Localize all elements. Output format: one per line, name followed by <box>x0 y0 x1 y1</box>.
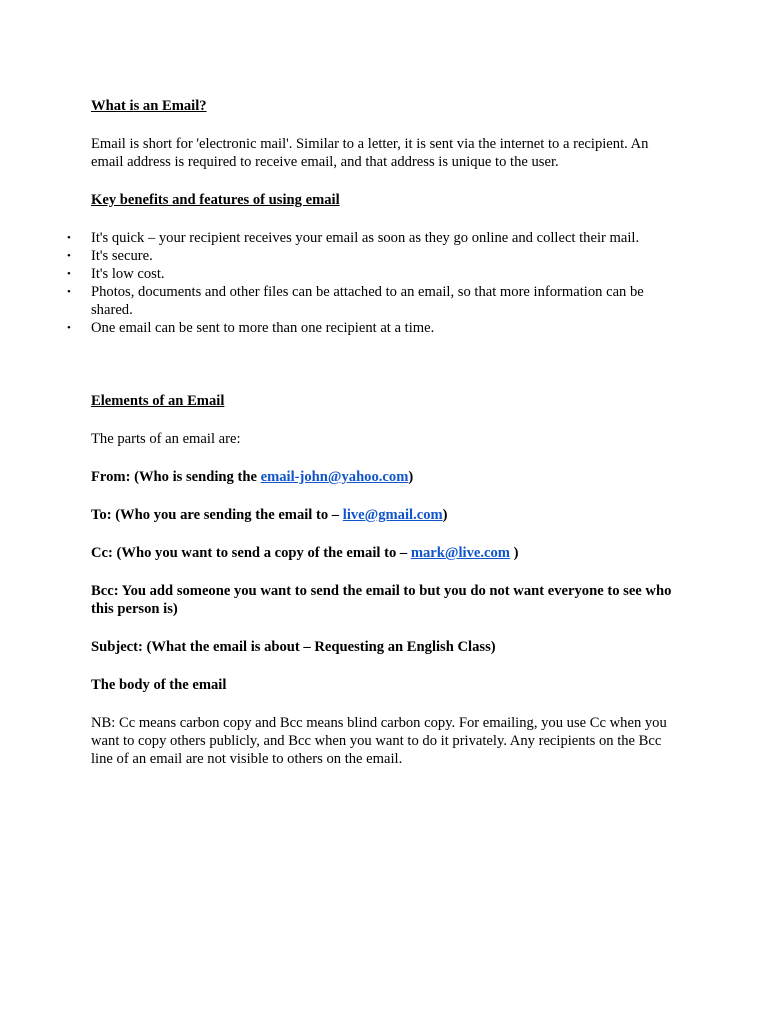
bullet-icon: • <box>67 268 71 280</box>
list-item <box>67 229 676 247</box>
field-from-label: From: (Who is sending the <box>91 469 261 485</box>
bullet-icon: • <box>67 286 71 298</box>
benefits-list <box>67 229 676 337</box>
list-item-text: It's low cost. <box>91 266 165 282</box>
email-link-to[interactable]: live@gmail.com <box>342 507 443 523</box>
list-item <box>67 265 676 283</box>
list-item <box>67 247 676 265</box>
field-from-suffix: ) <box>408 469 414 485</box>
heading-key-benefits: Key benefits and features of using email <box>91 192 340 208</box>
field-subject: Subject: (What the email is about – Requesting an English Class) <box>91 639 496 655</box>
list-item-text: Photos, documents and other files can be attached to an email, so that more information can be shared. <box>91 284 644 318</box>
email-link-cc[interactable]: mark@live.com <box>410 545 510 561</box>
field-to-label: To: (Who you are sending the email to – <box>91 507 343 523</box>
paragraph-email-definition: Email is short for 'electronic mail'. Similar to a letter, it is sent via the internet to a recipient. An email address is required to receive email, and that address is unique to the user. <box>91 136 649 170</box>
bullet-icon: • <box>67 322 71 334</box>
paragraph-parts-intro: The parts of an email are: <box>91 431 241 447</box>
email-link-from[interactable]: email-john@yahoo.com <box>260 469 409 485</box>
field-bcc: Bcc: You add someone you want to send the email to but you do not want everyone to see who this person is) <box>91 583 672 617</box>
list-item <box>67 319 676 337</box>
heading-elements-of-email: Elements of an Email <box>91 393 225 409</box>
bullet-icon: • <box>67 250 71 262</box>
field-from <box>91 468 676 486</box>
note-paragraph: NB: Cc means carbon copy and Bcc means blind carbon copy. For emailing, you use Cc when you want to copy others publicly, and Bcc when you want to do it privately. Any recipients on the Bcc line of an email are not visible to others on the email. <box>91 715 667 767</box>
list-item-text: One email can be sent to more than one recipient at a time. <box>91 320 435 336</box>
field-to-suffix: ) <box>442 507 448 523</box>
field-to <box>91 506 676 524</box>
document-content <box>67 97 676 768</box>
list-item <box>67 283 676 319</box>
field-cc <box>91 544 676 562</box>
list-item-text: It's secure. <box>91 248 153 264</box>
heading-what-is-email: What is an Email? <box>91 98 207 114</box>
bullet-icon: • <box>67 232 71 244</box>
field-cc-label: Cc: (Who you want to send a copy of the email to – <box>91 545 411 561</box>
field-body: The body of the email <box>91 677 227 693</box>
field-cc-suffix: ) <box>509 545 519 561</box>
list-item-text: It's quick – your recipient receives your email as soon as they go online and collect their mail. <box>91 230 640 246</box>
